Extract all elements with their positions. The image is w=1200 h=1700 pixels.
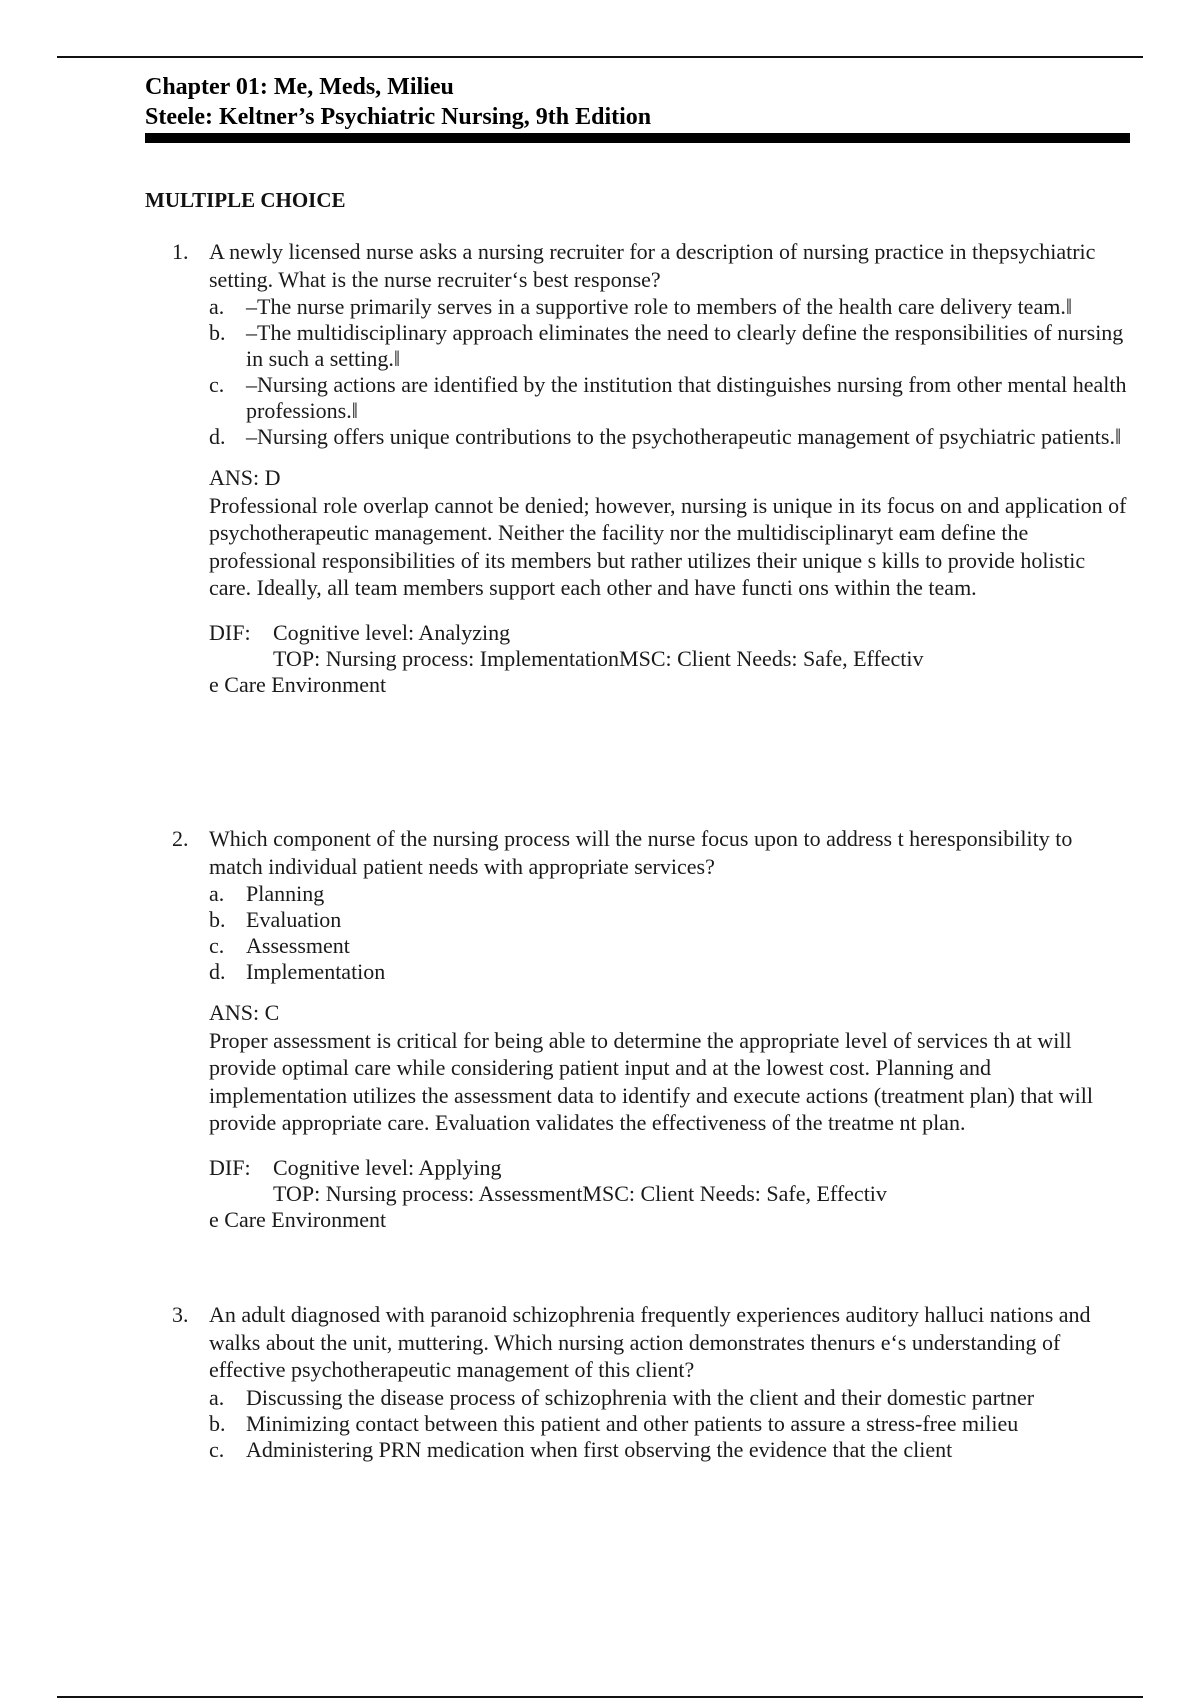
question-3 [172, 1301, 1127, 1463]
document-header [145, 72, 1130, 132]
topic-line: TOP: Nursing process: AssessmentMSC: Client Needs: Safe, Effectiv [273, 1180, 887, 1206]
option-text: Assessment [246, 933, 350, 958]
book-title: Steele: Keltner’s Psychiatric Nursing, 9th Edition [145, 104, 652, 130]
option-b [209, 320, 1127, 372]
option-d [209, 959, 1127, 985]
topic-line: TOP: Nursing process: ImplementationMSC: Client Needs: Safe, Effectiv [273, 645, 924, 671]
option-text: –The multidisciplinary approach eliminates the need to clearly define the responsibilities of nursing in such a setting.‖ [246, 320, 1124, 371]
option-b [209, 907, 1127, 933]
option-c [209, 933, 1127, 959]
option-b [209, 1411, 1127, 1437]
dif-label: DIF: [209, 619, 251, 645]
question-meta [209, 620, 1127, 698]
answer-key: ANS: C [209, 1000, 280, 1025]
option-a [209, 881, 1127, 907]
rationale: Professional role overlap cannot be denied; however, nursing is unique in its focus on and application of psychotherapeutic management. Neither the facility nor the multidisciplinaryt eam define the professional responsibilities of its members but rather utilizes their unique s kills to provide holistic care. Ideally, all team members support each other and have functi ons within the team. [209, 492, 1127, 600]
question-number: 2. [172, 826, 189, 851]
option-letter: d. [209, 424, 226, 449]
question-2 [172, 825, 1127, 1233]
option-letter: c. [209, 933, 225, 958]
question-stem: Which component of the nursing process will the nurse focus upon to address t heresponsibility to match individual patient needs with appropriate services? [209, 826, 1073, 879]
option-a [209, 1385, 1127, 1411]
dif-value: Cognitive level: Analyzing [273, 619, 511, 645]
dif-value: Cognitive level: Applying [273, 1154, 502, 1180]
option-letter: a. [209, 294, 225, 319]
chapter-title: Chapter 01: Me, Meds, Milieu [145, 74, 454, 100]
option-a [209, 294, 1127, 320]
question-stem: An adult diagnosed with paranoid schizophrenia frequently experiences auditory halluci nations and walks about the unit, muttering. Which nursing action demonstrates thenurs e‘s understanding of effective psychotherapeutic management of this client? [209, 1302, 1091, 1382]
option-c [209, 372, 1127, 424]
option-text: Minimizing contact between this patient and other patients to assure a stress-free milieu [246, 1410, 1019, 1436]
option-text: –Nursing offers unique contributions to the psychotherapeutic management of psychiatric patients.‖ [246, 424, 1122, 449]
question-stem: A newly licensed nurse asks a nursing recruiter for a description of nursing practice in thepsychiatric setting. What is the nurse recruiter‘s best response? [209, 239, 1096, 292]
top-rule [57, 56, 1143, 58]
option-letter: b. [209, 320, 226, 345]
section-title: MULTIPLE CHOICE [145, 188, 346, 212]
answer-key: ANS: D [209, 465, 281, 490]
answer-options [209, 1385, 1127, 1463]
option-letter: b. [209, 1410, 226, 1436]
header-bar [145, 133, 1130, 143]
question-meta [209, 1155, 1127, 1233]
option-letter: c. [209, 372, 225, 397]
question-number: 1. [172, 239, 189, 264]
question-1 [172, 238, 1127, 698]
option-text: Discussing the disease process of schizophrenia with the client and their domestic partner [246, 1384, 1035, 1410]
option-letter: a. [209, 1384, 225, 1410]
option-text: Administering PRN medication when first observing the evidence that the client [246, 1436, 953, 1462]
answer-options [209, 294, 1127, 450]
option-letter: d. [209, 959, 226, 984]
option-text: Evaluation [246, 907, 342, 932]
bottom-rule [57, 1696, 1143, 1698]
dif-label: DIF: [209, 1154, 251, 1180]
option-d [209, 424, 1127, 450]
topic-continuation: e Care Environment [209, 1206, 387, 1232]
option-letter: c. [209, 1436, 225, 1462]
option-letter: a. [209, 881, 225, 906]
option-text: Planning [246, 881, 325, 906]
option-text: –Nursing actions are identified by the institution that distinguishes nursing from other mental health professions.‖ [246, 372, 1127, 423]
option-text: Implementation [246, 959, 386, 984]
answer-options [209, 881, 1127, 985]
question-number: 3. [172, 1302, 189, 1327]
rationale: Proper assessment is critical for being able to determine the appropriate level of services th at will provide optimal care while considering patient input and at the lowest cost. Planning and implementation utilizes the assessment data to identify and execute actions (treatment plan) that will provide appropriate care. Evaluation validates the effectiveness of the treatme nt plan. [209, 1027, 1094, 1135]
option-text: –The nurse primarily serves in a supportive role to members of the health care delivery team.‖ [246, 294, 1072, 319]
option-c [209, 1437, 1127, 1463]
option-letter: b. [209, 907, 226, 932]
topic-continuation: e Care Environment [209, 671, 387, 697]
